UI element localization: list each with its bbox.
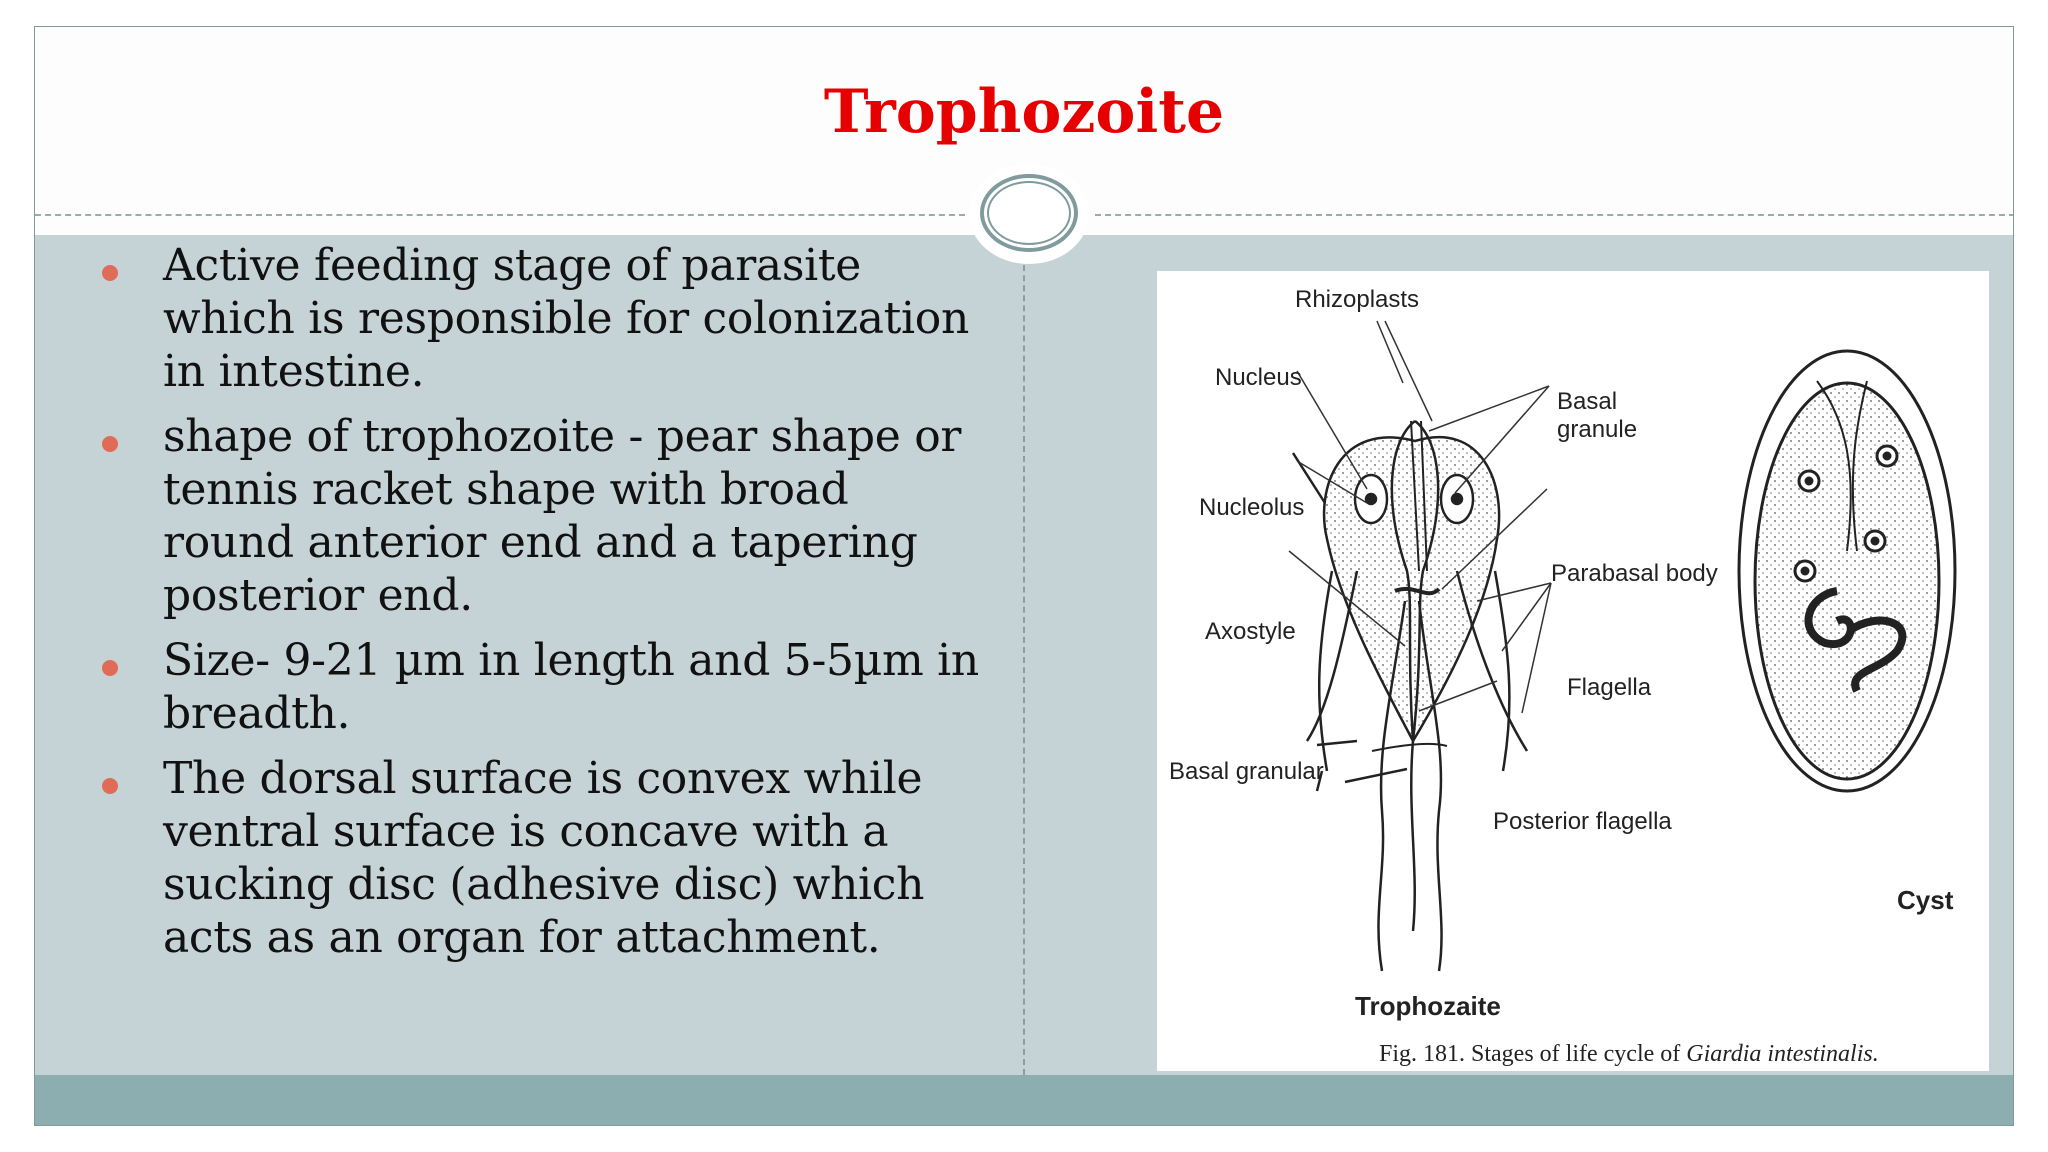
bullet-dot-icon: [102, 660, 118, 676]
title-divider-left: [35, 214, 965, 216]
label-trophozoite: Trophozaite: [1355, 991, 1501, 1021]
label-cyst: Cyst: [1897, 885, 1954, 915]
bullet-item: [93, 634, 993, 740]
giardia-diagram: [1157, 271, 1989, 1071]
bullet-text: The dorsal surface is convex while ventral surface is concave with a sucking disc (adhesive disc) which acts as an organ for attachment.: [163, 753, 925, 963]
ornament-ring-inner: [987, 181, 1071, 245]
title-divider-right: [1095, 214, 2014, 216]
label-basal-granular: Basal granular: [1169, 758, 1324, 785]
label-parabasal-body: Parabasal body: [1551, 560, 1718, 587]
bullet-dot-icon: [102, 436, 118, 452]
footer-band: [35, 1075, 2013, 1126]
label-flagella: Flagella: [1567, 674, 1652, 701]
label-nucleus: Nucleus: [1215, 364, 1302, 391]
bullet-text: shape of trophozoite - pear shape or tennis racket shape with broad round anterior end and a tapering posterior end.: [163, 411, 962, 621]
label-basal-granule-2: granule: [1557, 416, 1638, 443]
bullet-item: [93, 752, 993, 964]
slide: [34, 26, 2014, 1126]
bullet-text: Size- 9-21 µm in length and 5-5µm in breadth.: [163, 635, 979, 739]
trophozoite-drawing: [1293, 421, 1527, 971]
figure-caption: [1379, 1041, 1879, 1067]
label-rhizoplasts: Rhizoplasts: [1295, 286, 1420, 313]
label-nucleolus: Nucleolus: [1199, 494, 1305, 521]
label-basal-granule-1: Basal: [1557, 388, 1618, 415]
bullet-dot-icon: [102, 778, 118, 794]
bullet-dot-icon: [102, 265, 118, 281]
caption-species: Giardia intestinalis.: [1686, 1041, 1879, 1067]
label-axostyle: Axostyle: [1205, 618, 1296, 645]
bullet-text: Active feeding stage of parasite which is responsible for colonization in intestine.: [163, 240, 970, 397]
giardia-figure: [1157, 271, 1989, 1071]
slide-title: Trophozoite: [823, 77, 1225, 147]
bullet-item: [93, 239, 993, 398]
column-separator: [1023, 235, 1025, 1075]
label-posterior-flagella: Posterior flagella: [1493, 808, 1672, 835]
caption-prefix: Fig. 181. Stages of life cycle of: [1379, 1041, 1681, 1067]
bullet-item: [93, 410, 993, 622]
cyst-drawing: [1739, 351, 1955, 791]
bullet-list: [93, 239, 993, 976]
